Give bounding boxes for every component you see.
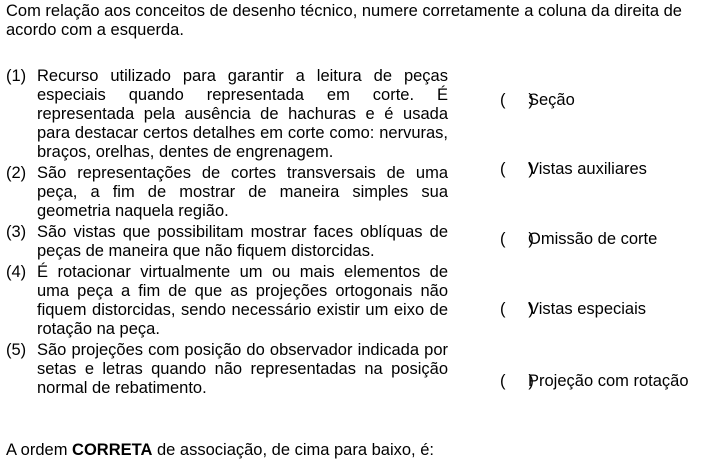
item-number: (2) [6,164,27,182]
question-prefix: A ordem [6,441,73,459]
option-secao [500,91,575,110]
item-text: São projeções com posição do observador indicada por setas e letras quando não representadas na posição normal de rebatimento. [37,341,448,397]
list-item [6,341,448,398]
option-label: Vistas auxiliares [528,160,647,178]
option-projecao-com-rotacao [500,372,689,391]
answer-blank: ( ) [500,300,534,318]
option-label: Omissão de corte [528,230,658,248]
answer-blank: ( ) [500,91,534,109]
answer-blank: ( ) [500,230,534,248]
question-emphasis: CORRETA [72,441,153,459]
item-text: É rotacionar virtualmente um ou mais elementos de uma peça a fim de que as projeções ortogonais não fiquem distorcidas, sendo necessário existir um eixo de rotação na peça. [37,263,448,338]
list-item [6,263,448,339]
option-omissao-de-corte [500,230,657,249]
item-number: (4) [6,263,27,281]
item-text: São vistas que possibilitam mostrar faces oblíquas de peças de maneira que não fiquem distorcidas. [37,223,448,260]
option-vistas-especiais [500,300,646,319]
list-item [6,223,448,261]
item-number: (3) [6,223,27,241]
question-suffix: de associação, de cima para baixo, é: [152,441,434,459]
question-intro: Com relação aos conceitos de desenho técnico, numere corretamente a coluna da direita de acordo com a esquerda. [6,2,682,39]
option-label: Seção [528,91,575,109]
list-item [6,164,448,221]
item-number: (1) [6,67,27,85]
answer-blank: ( ) [500,160,534,178]
list-item [6,67,448,162]
left-column [6,67,448,400]
option-label: Projeção com rotação [528,372,689,390]
question-prompt [6,441,434,460]
option-label: Vistas especiais [528,300,647,318]
item-text: Recurso utilizado para garantir a leitura de peças especiais quando representada em corte. É representada pela ausência de hachuras e é usada para destacar certos detalhes em corte como: nervuras, braços, orelhas, dentes de engrenagem. [37,67,448,161]
item-number: (5) [6,341,27,359]
item-text: São representações de cortes transversais de uma peça, a fim de mostrar de maneira simples sua geometria naquela região. [37,164,448,220]
option-vistas-auxiliares [500,160,647,179]
answer-blank: ( ) [500,372,534,390]
